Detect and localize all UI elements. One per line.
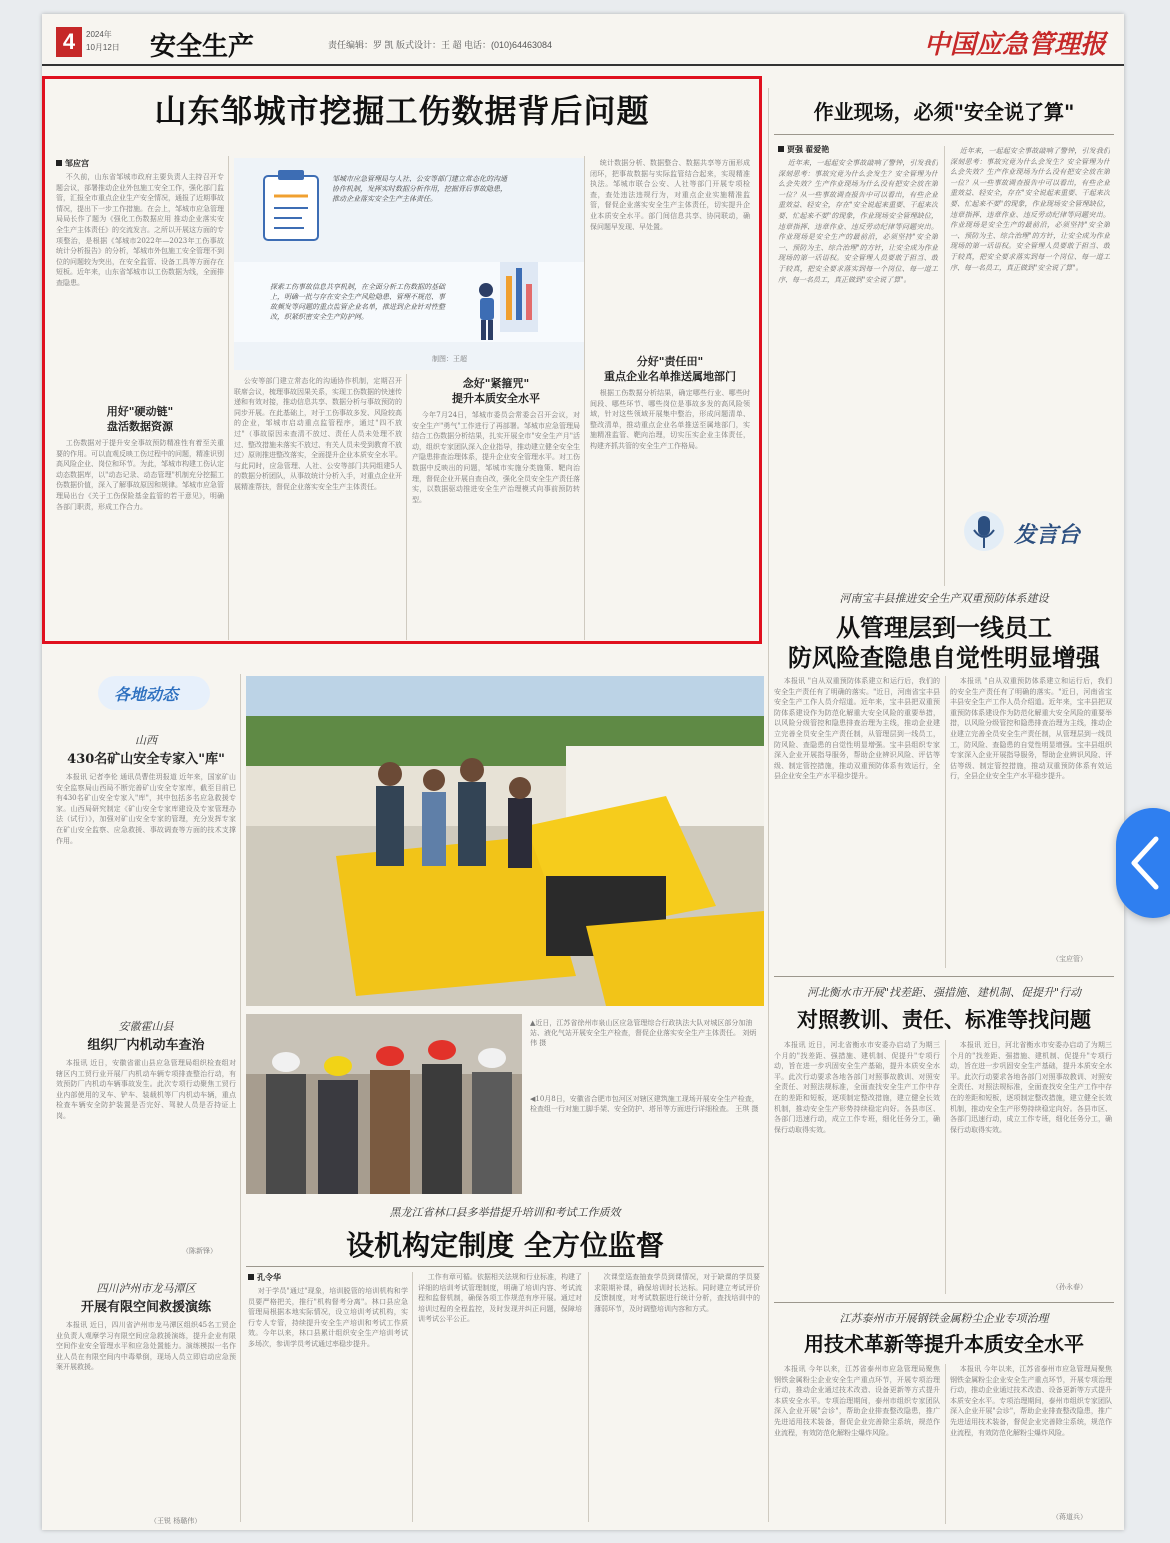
- local-item2-credit: （陈新锋）: [182, 1247, 217, 1255]
- illustration-text: 探索工伤事故信息共享机制，在全面分析工伤数据的基础上，明确一批与存在安全生产风险隐患、管理不规范、事故频发等问题的重点监管企业名单，推进到企业针对性整改，织紧织密安全生产防护网。: [270, 283, 445, 321]
- bottom-col3: 次课堂巡查抽查学员到课情况，对于缺课的学员要求限期补课，确保培训时长达标。同时建立考试评价反馈制度，对考试数据进行统计分析，查找培训中的薄弱环节，及时调整培训内容和方式。: [594, 1273, 760, 1313]
- lead-col1: 不久前，山东省邹城市政府主要负责人主持召开专题会议，部署推动企业外包施工安全工作，强化部门监管，汇报全市重点企业生产安全情况，通报了近期事故情况，提出下一步工作措施。在会上，邹城市应急管理局局长作了题为《强化工伤数据应用 推动企业落实安全生产主体责任》的交流发言。之所以开展这方面的专项整治，是根据《邹城市2022年—2023年工伤事故统计分析报告》的分析，邹城市外包施工安全管理不到位的问题较为突出，在安全监管、设备工具等方面存在短板。近年来，山东省邹城市以工伤数据为线，全面排查隐患。: [56, 173, 224, 287]
- hebei-credit: （孙永春）: [1052, 1283, 1087, 1291]
- local-item2-kicker: 安徽霍山县: [118, 1020, 174, 1033]
- bottom-col1: 对于学员"通过"现象，培训脱管的培训机构和学员要严格把关，推行"机构督考分离"。林口县应急管理局根据本地实际情况，设立培训考试机构，实行专人专管，持续提升安全生产培训和考试工作质效。今年以来，林口县累计组织安全生产培训考试多场次，参训学员考试通过率稳步提升。: [248, 1287, 408, 1348]
- jiangsu-credit: （蒋道兵）: [1052, 1513, 1087, 1521]
- local-item3-credit: （王锐 杨璐伟）: [150, 1517, 202, 1525]
- bottom-author: 孔令华: [248, 1272, 281, 1283]
- henan-title-1: 从管理层到一线员工: [836, 613, 1052, 642]
- hebei-col1: 本报讯 近日，河北省衡水市安委办启动了为期三个月的"找差距、强措施、建机制、促提升"专项行动，旨在进一步巩固安全生产基础，提升本质安全水平。此次行动要求各地各部门对照事故教训、对照安全责任、对照法规标准，全面查找安全生产工作中存在的差距和短板，逐项制定整改措施，建立健全长效机制，推动安全生产形势持续稳定向好。各县市区、各部门迅速行动，成立工作专班，细化任务分工，确保行动取得实效。: [774, 1041, 940, 1134]
- inspection-photo: [246, 676, 764, 1006]
- right-author: 贾强 翟爱艳: [778, 144, 829, 155]
- hebei-kicker: 河北衡水市开展"找差距、强措施、建机制、促提升"行动: [806, 986, 1082, 999]
- column-rule: [406, 374, 407, 640]
- column-rule: [584, 156, 585, 640]
- lead-subhead-1: 用好"硬动链" 盘活数据资源: [106, 405, 174, 433]
- lead-col4b: 根据工伤数据分析结果，确定哪些行业、哪些时间段、哪些环节、哪些岗位是事故多发的高风险领域，针对这些领域开展集中整治，形成问题清单、整改清单，推动重点企业名单推送至属地部门，实施精准监管、靶向治理，切实压实企业主体责任，构建齐抓共管的安全生产工作格局。: [590, 389, 750, 450]
- henan-title-2: 防风险查隐患自觉性明显增强: [788, 643, 1100, 672]
- section-rule: [774, 976, 1114, 977]
- paper-logo: 中国应急管理报: [923, 30, 1106, 60]
- henan-col2: 本报讯 "自从双重预防体系建立和运行后，我们的安全生产责任有了明确的落实。"近日，河南省宝丰县安全生产工作人员介绍道。近年来，宝丰县把双重预防体系建设作为防范化解重大安全风险的重要举措，以风险分级管控和隐患排查治理为主线，推动企业建立完善全员安全生产责任制，从管理层到一线员工，防风险、查隐患的自觉性明显增强。宝丰县组织专家深入企业开展指导服务，帮助企业辨识风险、评估等级、制定管控措施，推动双重预防体系有效运行，全县企业安全生产水平稳步提升。: [950, 677, 1112, 781]
- speaker-badge: 发言台: [954, 508, 1104, 554]
- bottom-title: 设机构定制度 全方位监督: [346, 1229, 664, 1262]
- headline-rule: [246, 1266, 764, 1267]
- issue-date: 2024年 10月12日: [86, 30, 120, 52]
- local-news-badge: 各地动态: [98, 676, 210, 710]
- column-rule: [944, 146, 945, 586]
- column-rule: [945, 1040, 946, 1294]
- column-rule: [412, 1272, 413, 1522]
- lead-col1b: 工伤数据对于提升安全事故预防精准性有着至关重要的作用。可以直观反映工伤过程中的问题，精准识别高风险企业、岗位和环节。为此，邹城市构建工伤认定动态数据库，以"动态记录、动态管理"机制充分挖掘工伤数据价值，深入了解事故原因和规律。邹城市应急管理局出台《关于工伤保险基金监管的若干意见》，明确各部门职责，形成工作合力。: [56, 439, 224, 511]
- lead-col4: 统计数据分析、数据整合、数据共享等方面形成闭环，把事故数据与实际监管结合起来，实现精准执法。邹城市联合公安、人社等部门开展专项检查，查处违法违规行为，对重点企业实施精准监管，督促企业落实安全生产主体责任，切实提升企业本质安全水平。部门间信息共享、协同联动，确保问题早发现、早处置。: [590, 159, 750, 231]
- column-rule: [228, 156, 229, 640]
- lead-headline: 山东邹城市挖掘工伤数据背后问题: [154, 92, 650, 130]
- headline-rule: [774, 134, 1114, 135]
- jiangsu-title: 用技术革新等提升本质安全水平: [804, 1332, 1084, 1356]
- column-rule: [588, 1272, 589, 1522]
- previous-page-button[interactable]: [1116, 808, 1170, 918]
- local-item2-title: 组织厂内机动车查治: [87, 1038, 205, 1053]
- illustration-credit: 制图：王超: [432, 355, 467, 363]
- masthead: [42, 14, 1124, 66]
- henan-credit: （宝应管）: [1052, 955, 1087, 963]
- photo-caption-2: ◀10月8日，安徽省合肥市包河区对辖区建筑施工现场开展安全生产检查，检查组一行对施工脚手架、安全防护、塔吊等方面进行详细检查。 王琪 摄: [530, 1095, 759, 1113]
- microphone-icon: [954, 508, 1014, 554]
- lead-author: 邹应宫: [56, 158, 89, 169]
- illustration-text-top: 邹城市应急管理局与人社、公安等部门建立常态化的沟通协作机制，发挥实时数据分析作用，挖掘背后事故隐患，推动企业落实安全生产主体责任。: [332, 175, 507, 203]
- editor-line: 责任编辑：罗 凯 版式设计：王 超 电话：(010)64463084: [328, 40, 553, 50]
- column-rule: [768, 88, 769, 1522]
- local-item3-kicker: 四川泸州市龙马潭区: [96, 1282, 196, 1295]
- henan-kicker: 河南宝丰县推进安全生产双重预防体系建设: [839, 592, 1049, 605]
- lead-subhead-2: 念好"紧箍咒" 提升本质安全水平: [452, 377, 540, 405]
- hebei-col2: 本报讯 近日，河北省衡水市安委办启动了为期三个月的"找差距、强措施、建机制、促提升"专项行动，旨在进一步巩固安全生产基础，提升本质安全水平。此次行动要求各地各部门对照事故教训、对照安全责任、对照法规标准，全面查找安全生产工作中存在的差距和短板，逐项制定整改措施，建立健全长效机制，推动安全生产形势持续稳定向好。各县市区、各部门迅速行动，成立工作专班，细化任务分工，确保行动取得实效。: [950, 1041, 1112, 1134]
- construction-check-photo: [246, 1014, 522, 1194]
- lead-col3: 今年7月24日，邹城市委员会常委会召开会议，对安全生产"勇气"工作进行了再部署。邹城市应急管理局结合工伤数据分析结果，扎实开展全市"安全生产月"活动，组织专家团队深入企业指导，推动建立健全安全生产隐患排查治理体系，提升企业安全管理水平。对工伤数据中反映出的问题，邹城市实施分类施策、靶向治理，督促企业开展自查自改，强化全员安全生产责任落实，以数据驱动推进安全生产治理模式向事前预防转型。: [412, 411, 580, 504]
- page-number: 4: [56, 27, 82, 57]
- bottom-kicker: 黑龙江省林口县多举措提升培训和考试工作质效: [389, 1206, 621, 1219]
- henan-col1: 本报讯 "自从双重预防体系建立和运行后，我们的安全生产责任有了明确的落实。"近日，河南省宝丰县安全生产工作人员介绍道。近年来，宝丰县把双重预防体系建设作为防范化解重大安全风险的重要举措，以风险分级管控和隐患排查治理为主线，推动企业建立完善全员安全生产责任制，从管理层到一线员工，防风险、查隐患的自觉性明显增强。宝丰县组织专家深入企业开展指导服务，帮助企业辨识风险、评估等级、制定管控措施，推动双重预防体系有效运行，全县企业安全生产水平稳步提升。: [774, 677, 940, 781]
- column-rule: [240, 674, 241, 1522]
- local-item1-title: 430名矿山安全专家入"库": [67, 752, 225, 767]
- newspaper-page: [42, 14, 1124, 1530]
- local-item2-body: 本报讯 近日，安徽省霍山县应急管理局组织检查组对辖区内工贸行业开展厂内机动车辆专项排查整治行动，有效预防厂内机动车辆事故发生。此次专项行动聚焦工贸行业内部使用的叉车、铲车、装载机等厂内机动车辆，重点检查车辆安全防护装置是否完好、驾驶人员是否持证上岗。: [56, 1059, 236, 1120]
- right-col2: 近年来，一起起安全事故敲响了警钟，引发我们深刻思考：事故究竟为什么会发生？安全管理为什么会失效？生产作业现场为什么没有把安全放在第一位？从一些事故调查报告中可以看出，有些企业重效益、轻安全，存在"安全说起来重要、干起来次要、忙起来不要"的现象，作业现场安全管理缺位，违章指挥、违章作业、违反劳动纪律等问题突出。作业现场是安全生产的最前沿，必须坚持"安全第一、预防为主、综合治理"的方针，让安全成为作业现场的第一话语权。安全管理人员要敢于担当、敢于较真，把安全要求落实到每一个岗位、每一道工序、每一名员工，真正做到"安全说了算"。: [950, 147, 1110, 272]
- right-headline: 作业现场，必须"安全说了算": [813, 100, 1075, 124]
- hebei-title: 对照教训、责任、标准等找问题: [797, 1007, 1091, 1032]
- right-col1: 近年来，一起起安全事故敲响了警钟，引发我们深刻思考：事故究竟为什么会发生？安全管理为什么会失效？生产作业现场为什么没有把安全放在第一位？从一些事故调查报告中可以看出，有些企业重效益、轻安全，存在"安全说起来重要、干起来次要、忙起来不要"的现象，作业现场安全管理缺位，违章指挥、违章作业、违反劳动纪律等问题突出。作业现场是安全生产的最前沿，必须坚持"安全第一、预防为主、综合治理"的方针，让安全成为作业现场的第一话语权。安全管理人员要敢于担当、敢于较真，把安全要求落实到每一个岗位、每一道工序、每一名员工，真正做到"安全说了算"。: [778, 159, 938, 284]
- local-item3-title: 开展有限空间救援演练: [80, 1300, 211, 1315]
- local-item3-body: 本报讯 近日，四川省泸州市龙马潭区组织45名工贸企业负责人观摩学习有限空间应急救援演练，提升企业有限空间作业安全管理水平和应急处置能力。演练模拟一名作业人员在有限空间内中毒晕倒，现场人员立即启动应急预案开展救援。: [56, 1321, 236, 1372]
- bottom-col2: 工作有章可循。依据相关法规和行业标准，构建了详细的培训考试管理制度，明确了培训内容、考试流程和监督机制，确保各项工作规范有序开展。通过对培训过程的全程监控，及时发现并纠正问题，保障培训考试公平公正。: [418, 1273, 582, 1324]
- section-title: 安全生产: [150, 32, 255, 62]
- column-rule: [945, 1364, 946, 1524]
- local-item1-kicker: 山西: [135, 734, 157, 747]
- section-rule: [774, 1302, 1114, 1303]
- jiangsu-kicker: 江苏泰州市开展钢铁金属粉尘企业专项治理: [839, 1312, 1049, 1325]
- local-item1-body: 本报讯 记者李伦 通讯员曹佳玥报道 近年来，国家矿山安全监察局山西局不断完善矿山安全专家库，截至目前已有430名矿山安全专家入"库"，其中包括多名应急救援专家。山西局研究制定《矿山安全专家库建设及专家管理办法（试行）》，加强对矿山安全专家的管理，充分发挥专家在矿山安全监察、应急救援、事故调查等方面的技术支撑作用。: [56, 773, 236, 845]
- lead-col2: 公安等部门建立常态化的沟通协作机制，定期召开联席会议，梳理事故因果关系，实现工伤数据的快速传递和有效对接，推动信息共享、数据分析与事故预防的同步开展。在此基础上，对于工伤事故多发、风险较高的企业，邹城市启动重点监管程序，通过"四不放过"（事故原因未查清不放过、责任人员未处理不放过、整改措施未落实不放过、有关人员未受到教育不放过）原则推进整改落实，全面提升企业本质安全水平。与此同时，应急管理、人社、公安等部门共同组建5人的数据分析团队，从事故统计分析入手，对重点企业开展精准帮扶，督促企业落实安全生产主体责任。: [234, 377, 402, 491]
- jiangsu-col1: 本报讯 今年以来，江苏省泰州市应急管理局聚焦钢铁金属粉尘企业安全生产重点环节，开展专项治理行动，推动企业通过技术改造、设备更新等方式提升本质安全水平。专项治理期间，泰州市组织专家团队深入企业开展"会诊"，帮助企业排查整改隐患，推广先进适用技术装备，督促企业完善除尘系统，规范作业流程，有效防范化解粉尘爆炸风险。: [774, 1365, 940, 1437]
- chevron-left-icon: [1126, 833, 1166, 893]
- lead-subhead-3: 分好"责任田" 重点企业名单推送属地部门: [604, 355, 736, 383]
- column-rule: [945, 676, 946, 968]
- jiangsu-col2: 本报讯 今年以来，江苏省泰州市应急管理局聚焦钢铁金属粉尘企业安全生产重点环节，开展专项治理行动，推动企业通过技术改造、设备更新等方式提升本质安全水平。专项治理期间，泰州市组织专家团队深入企业开展"会诊"，帮助企业排查整改隐患，推广先进适用技术装备，督促企业完善除尘系统，规范作业流程，有效防范化解粉尘爆炸风险。: [950, 1365, 1112, 1437]
- photo-caption-1: ▲近日，江苏省徐州市泉山区应急管理综合行政执法大队对城区部分加油站、液化气站开展安全生产检查，督促企业落实安全生产主体责任。 刘炳伟 摄: [530, 1019, 757, 1047]
